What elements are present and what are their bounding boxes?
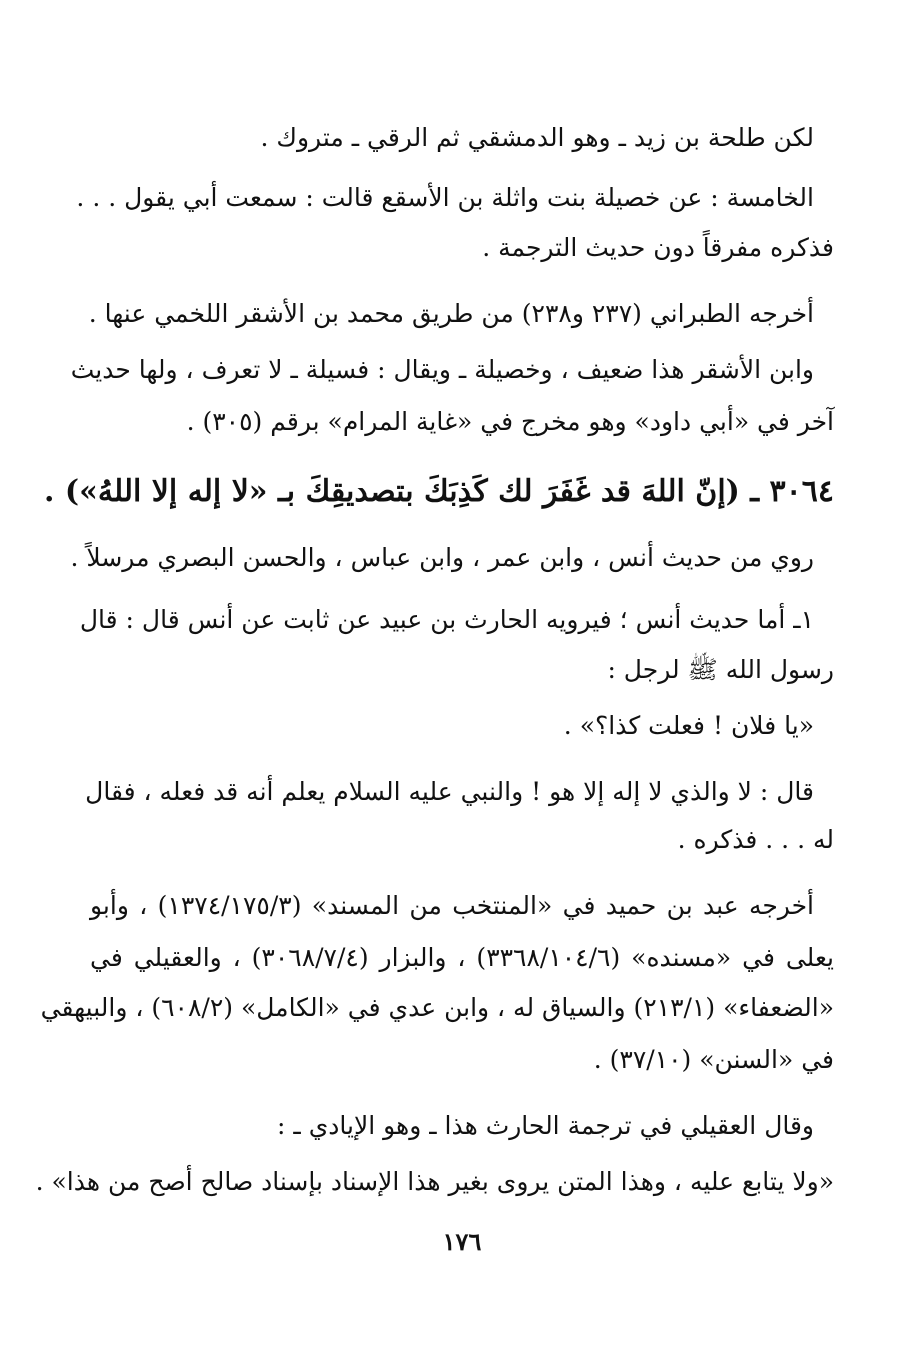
text-line-18: «ولا يتابع عليه ، وهذا المتن يروى بغير هذا الإسناد بإسناد صالح أصح من هذا» . xyxy=(35,1167,834,1196)
text-line-11: قال : لا والذي لا إله إلا هو ! والنبي عليه السلام يعلم أنه قد فعله ، فقال xyxy=(85,777,814,806)
text-line-7: روي من حديث أنس ، وابن عمر ، وابن عباس ، والحسن البصري مرسلاً . xyxy=(70,543,814,572)
text-line-9: رسول الله ﷺ لرجل : xyxy=(607,655,834,684)
text-line-3: فذكره مفرقاً دون حديث الترجمة . xyxy=(482,233,834,262)
text-line-12: له . . . فذكره . xyxy=(677,825,834,854)
text-line-17: وقال العقيلي في ترجمة الحارث هذا ـ وهو الإيادي ـ : xyxy=(277,1111,814,1140)
text-line-13: أخرجه عبد بن حميد في «المنتخب من المسند» (١٣٧٤/١٧٥/٣) ، وأبو xyxy=(90,891,815,920)
page-number: ١٧٦ xyxy=(442,1227,482,1256)
hadith-heading: ٣٠٦٤ ـ (إنّ اللهَ قد غَفَرَ لك كَذِبَكَ بتصديقِكَ بـ «لا إله إلا اللهُ») . xyxy=(44,474,834,509)
text-line-1: لكن طلحة بن زيد ـ وهو الدمشقي ثم الرقي ـ متروك . xyxy=(260,123,814,152)
text-line-10: «يا فلان ! فعلت كذا؟» . xyxy=(563,711,814,740)
text-line-4: أخرجه الطبراني (٢٣٧ و٢٣٨) من طريق محمد بن الأشقر اللخمي عنها . xyxy=(88,299,814,328)
text-line-8: ١ـ أما حديث أنس ؛ فيرويه الحارث بن عبيد عن ثابت عن أنس قال : قال xyxy=(79,605,814,634)
text-line-6: آخر في «أبي داود» وهو مخرج في «غاية المرام» برقم (٣٠٥) . xyxy=(186,407,834,436)
text-line-5: وابن الأشقر هذا ضعيف ، وخصيلة ـ ويقال : فسيلة ـ لا تعرف ، ولها حديث xyxy=(70,355,814,384)
text-line-2: الخامسة : عن خصيلة بنت واثلة بن الأسقع قالت : سمعت أبي يقول . . . xyxy=(76,183,814,212)
text-line-14: يعلى في «مسنده» (٣٣٦٨/١٠٤/٦) ، والبزار (٣٠٦٨/٧/٤) ، والعقيلي في xyxy=(90,943,834,972)
text-line-15: «الضعفاء» (٢١٣/١) والسياق له ، وابن عدي في «الكامل» (٦٠٨/٢) ، والبيهقي xyxy=(40,993,834,1022)
text-line-16: في «السنن» (٣٧/١٠) . xyxy=(593,1045,834,1074)
